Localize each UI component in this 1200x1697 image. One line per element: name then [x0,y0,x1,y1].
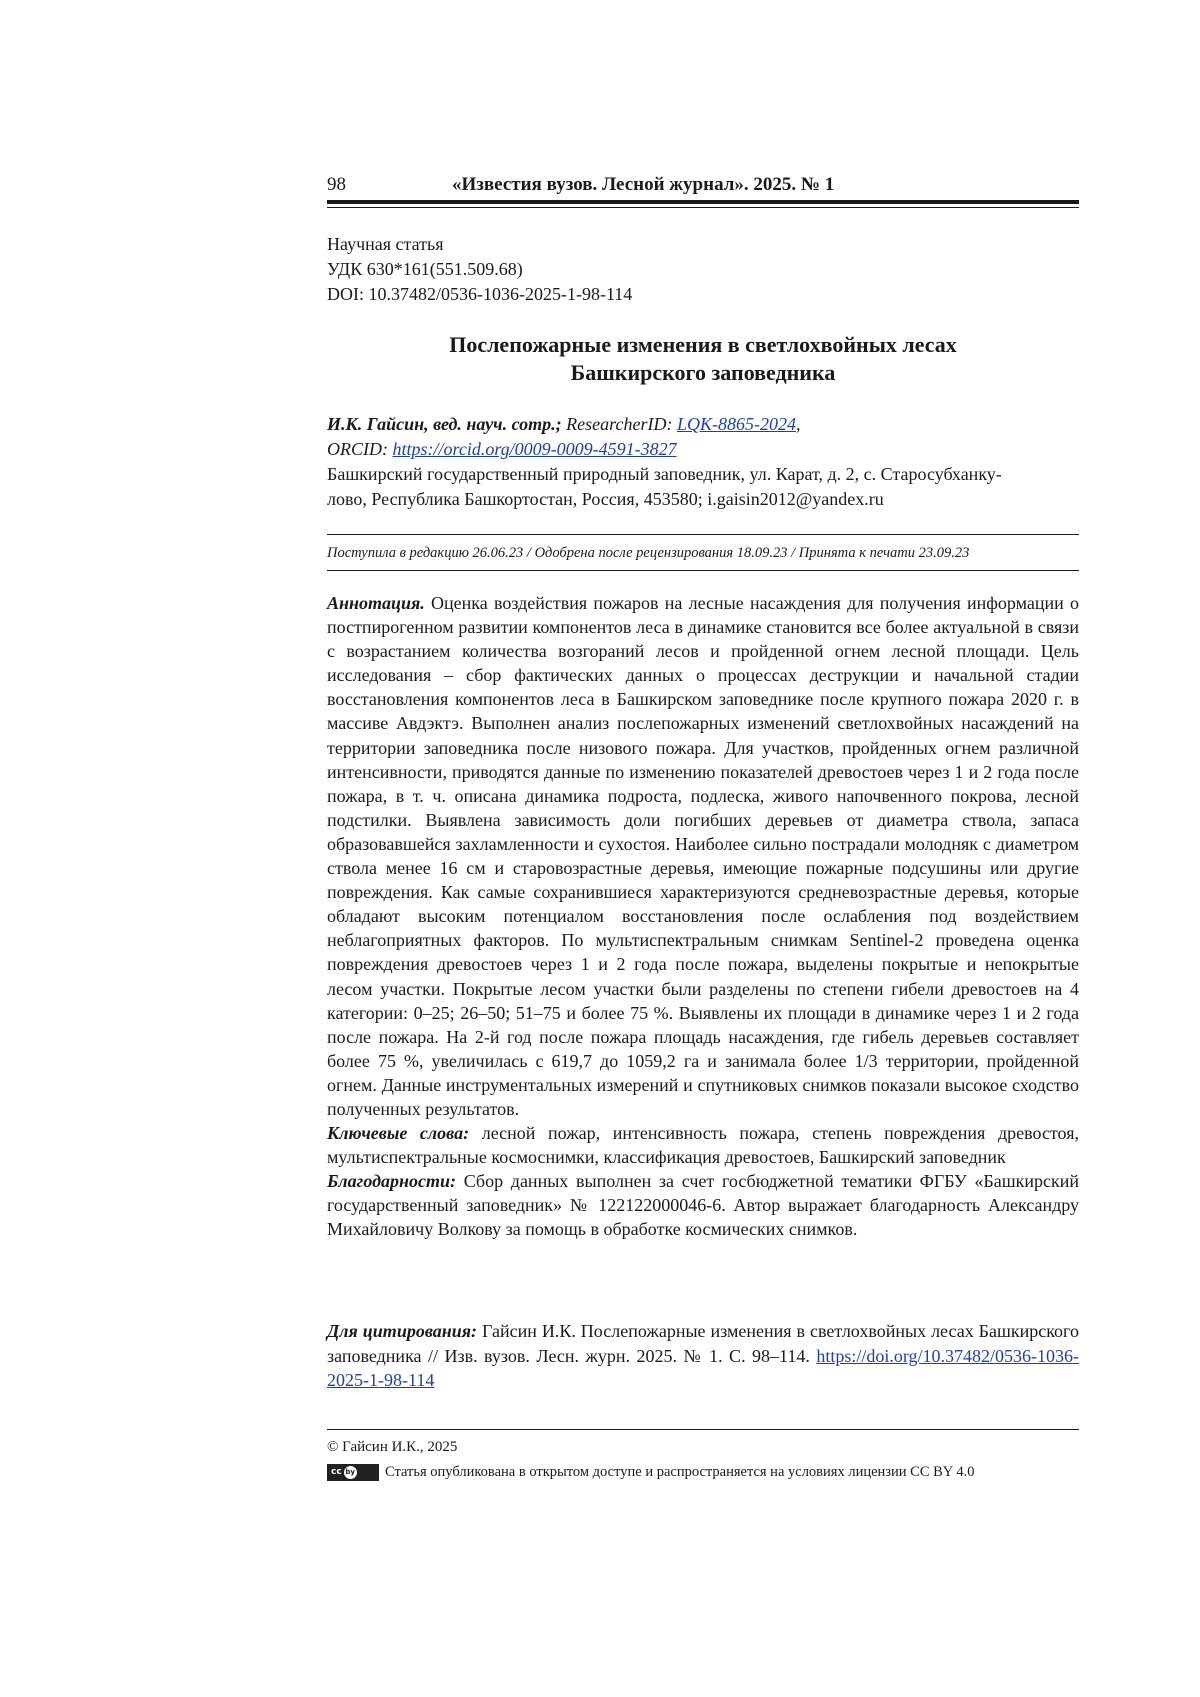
citation-block [327,1319,1079,1393]
cc-badge-label: cc [331,1462,342,1482]
citation-doi-link[interactable]: https://doi.org/10.37482/0536-1036-2025-1-98-114 [327,1346,1079,1391]
cc-by-license-icon [327,1464,379,1481]
license-text: Статья опубликована в открытом доступе и распространяется на условиях лицензии CC BY 4.0 [385,1462,974,1482]
acknowledgements-label: Благодарности: [327,1171,456,1191]
affiliation-line-1: Башкирский государственный природный заповедник, ул. Карат, д. 2, с. Старосубханку- [327,462,1079,487]
abstract-text: Оценка воздействия пожаров на лесные насаждения для получения информации о постпирогенном развитии компонентов леса в динамике становится все более актуальной в связи с возрастанием количества возгораний лесов и пройденной огнем лесной площади. Цель исследования – сбор фактических данных о процессах деструкции и начальной стадии восстановления компонентов леса в Башкирском заповеднике после крупного пожара 2020 г. в массиве Авдэктэ. Выполнен анализ послепожарных изменений светлохвойных насаждений на территории заповедника после низового пожара. Для участков, пройденных огнем различной интенсивности, приводятся данные по изменению показателей древостоев через 1 и 2 года после пожара, в т. ч. описана динамика подроста, подлеска, живого напочвенного покрова, лесной подстилки. Выявлена зависимость доли погибших деревьев от диаметра ствола, запаса образовавшейся захламленности и сухостоя. Наиболее сильно пострадали молодняк с диаметром ствола менее 16 см и старовозрастные деревья, имеющие пожарные подсушины или другие повреждения. Как самые сохранившиеся характеризуются средневозрастные деревья, которые обладают высоким потенциалом восстановления после ослабления под воздействием неблагоприятных факторов. По мультиспектральным снимкам Sentinel-2 проведена оценка повреждения древостоев через 1 и 2 года после пожара, выделены покрытые и непокрытые лесом участки. Покрытые лесом участки были разделены по степени гибели древостоев на 4 категории: 0–25; 26–50; 51–75 и более 75 %. Выявлены их площади в динамике через 1 и 2 года после пожара. На 2-й год после пожара площадь насаждения, где гибель деревьев составляет более 75 %, увеличилась с 619,7 до 1059,2 га и занимала более 1/3 территории, пройденной огнем. Данные инструментальных измерений и спутниковых снимков показали высокое сходство полученных результатов. [327,593,1079,1119]
page-number: 98 [327,174,346,196]
submission-dates: Поступила в редакцию 26.06.23 / Одобрена после рецензирования 18.09.23 / Принята к печати 23.09.23 [327,543,1079,563]
license-line [327,1462,1079,1482]
acknowledgements-paragraph [327,1169,1079,1241]
keywords-text: лесной пожар, интенсивность пожара, степень повреждения древостоя, мультиспектральные космоснимки, классификация древостоев, Башкирский заповедник [327,1123,1079,1167]
author-name: И.К. Гайсин, вед. науч. сотр.; [327,414,562,434]
affiliation-line-2: лово, Республика Башкортостан, Россия, 453580; i.gaisin2012@yandex.ru [327,487,1079,512]
header-rule-thick [327,200,1079,204]
author-block: И.К. Гайсин, вед. науч. сотр.; ResearcherID: LQK-8865-2024, ORCID: https://orcid.org/0009-0009-4591-3827 Башкирский государственный природный заповедник, ул. Карат, д. 2, с. Старосубханку- лово, Республика Башкортостан, Россия, 453580; i.gaisin2012@yandex.ru [327,412,1079,512]
cc-by-mark: by [344,1466,357,1479]
citation-text: Гайсин И.К. Послепожарные изменения в светлохвойных лесах Башкирского заповедника // Изв. вузов. Лесн. журн. 2025. № 1. С. 98–114. [327,1321,1079,1366]
dates-rule-top [327,534,1079,535]
title-line-1: Послепожарные изменения в светлохвойных лесах [327,331,1079,359]
orcid-link[interactable]: https://orcid.org/0009-0009-4591-3827 [393,439,677,459]
keywords-label: Ключевые слова: [327,1123,469,1143]
acknowledgements-text: Сбор данных выполнен за счет госбюджетной тематики ФГБУ «Башкирский государственный заповедник» № 122122000046-6. Автор выражает благодарность Александру Михайловичу Волкову за помощь в обработке космических снимков. [327,1171,1079,1239]
keywords-paragraph [327,1121,1079,1169]
running-header [327,174,1079,204]
abstract-label: Аннотация. [327,593,425,613]
researcher-id-link[interactable]: LQK-8865-2024 [677,414,796,434]
title-line-2: Башкирского заповедника [327,359,1079,387]
article-type: Научная статья [327,232,1079,257]
udc-code: УДК 630*161(551.509.68) [327,257,1079,282]
abstract-paragraph [327,591,1079,1121]
dates-rule-bottom [327,570,1079,571]
article-meta [327,232,1079,307]
orcid-label: ORCID: [327,439,388,459]
header-rule-thin [327,207,1079,208]
journal-title: «Известия вузов. Лесной журнал». 2025. № 1 [452,174,834,196]
article-title [327,331,1079,387]
citation-label: Для цитирования: [327,1321,477,1341]
abstract-block [327,591,1079,1242]
footer-rule [327,1429,1079,1430]
researcher-label: ResearcherID: [566,414,672,434]
copyright-notice: © Гайсин И.К., 2025 [327,1437,1079,1457]
doi: DOI: 10.37482/0536-1036-2025-1-98-114 [327,282,1079,307]
